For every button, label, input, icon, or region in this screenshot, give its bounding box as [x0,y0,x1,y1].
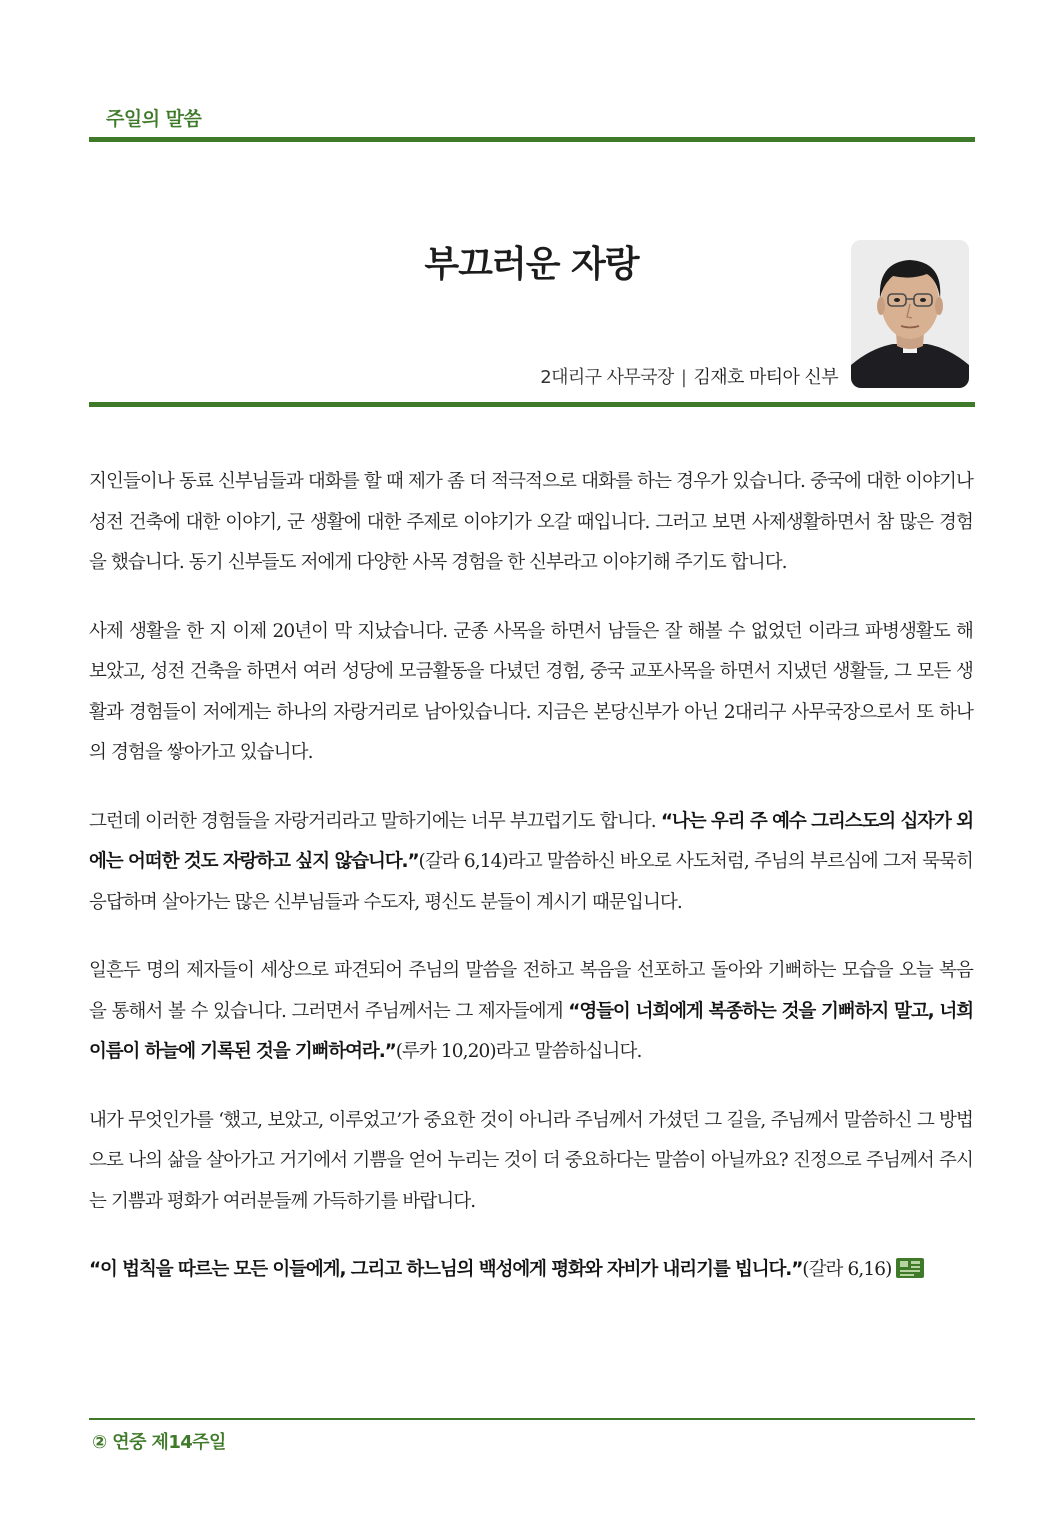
paragraph-text: 내가 무엇인가를 ‘했고, 보았고, 이루었고’가 중요한 것이 아니라 주님께서 가셨던 그 길을, 주님께서 말씀하신 그 방법으로 나의 삶을 살아가고 거기에서 기쁨을 얻어 누리는 것이 더 중요하다는 말씀이 아닐까요? 진정으로 주님께서 주시는 기쁨과 평화가 여러분들께 가득하기를 바랍니다. [89,1109,973,1212]
author-name: 김재호 마티아 신부 [693,367,838,388]
paragraph-text: 일흔두 명의 제자들이 세상으로 파견되어 주님의 말씀을 전하고 복음을 선포하고 돌아와 기뻐하는 모습을 오늘 복음을 통해서 볼 수 있습니다. 그러면서 주님께서는 그 제자들에게 [89,960,973,1022]
article-paragraph [89,462,973,584]
author-photo [851,240,969,388]
paragraph-text: 지인들이나 동료 신부님들과 대화를 할 때 제가 좀 더 적극적으로 대화를 하는 경우가 있습니다. 중국에 대한 이야기나 성전 건축에 대한 이야기, 군 생활에 대한 주제로 이야기가 오갈 때입니다. 그러고 보면 사제생활하면서 참 많은 경험을 했습니다. 동기 신부들도 저에게 다양한 사목 경험을 한 신부라고 이야기해 주기도 합니다. [89,471,973,573]
article-paragraph [89,951,973,1073]
article-body [89,462,973,1319]
title-rule [89,402,975,407]
paragraph-text: 그런데 이러한 경험들을 자랑거리라고 말하기에는 너무 부끄럽기도 합니다. [89,810,661,832]
paragraph-text: (갈라 6,16) [802,1259,892,1280]
paragraph-text: (갈라 6,14)라고 말씀하신 바오로 사도처럼, 주님의 부르심에 그저 묵묵히 응답하며 살아가는 많은 신부님들과 수도자, 평신도 분들이 계시기 때문입니다. [89,851,973,913]
header-rule [89,137,975,142]
bible-quote: “나는 우리 주 예수 그리스도의 십자가 외에는 어떠한 것도 자랑하고 싶지 않습니다.” [89,810,973,872]
bible-quote: “영들이 너희에게 복종하는 것을 기뻐하지 말고, 너희 이름이 하늘에 기록된 것을 기뻐하여라.” [89,1000,973,1062]
paragraph-text: (루카 10,20)라고 말씀하십니다. [395,1041,642,1062]
end-mark-icon [895,1257,925,1279]
footer-rule [89,1418,975,1420]
paragraph-text: 사제 생활을 한 지 이제 20년이 막 지났습니다. 군종 사목을 하면서 남들은 잘 해볼 수 없었던 이라크 파병생활도 해 보았고, 성전 건축을 하면서 여러 성당에 모금활동을 다녔던 경험, 중국 교포사목을 하면서 지냈던 생활들, 그 모든 생활과 경험들이 저에게는 하나의 자랑거리로 남아있습니다. 지금은 본당신부가 아닌 2대리구 사무국장으로서 또 하나의 경험을 쌓아가고 있습니다. [89,620,973,763]
article-paragraph [89,802,973,924]
byline [540,363,838,389]
article-paragraph [89,1101,973,1223]
author-role: 2대리구 사무국장 [540,367,674,388]
byline-separator: | [680,367,687,388]
article-paragraph [89,612,973,774]
article-title: 부끄러운 자랑 [424,243,639,285]
article-paragraph [89,1250,973,1291]
section-label: 주일의 말씀 [106,108,202,130]
bible-quote: “이 법칙을 따르는 모든 이들에게, 그리고 하느님의 백성에게 평화와 자비가 내리기를 빕니다.” [89,1259,803,1280]
page-footer: ② 연중 제14주일 [92,1432,226,1453]
